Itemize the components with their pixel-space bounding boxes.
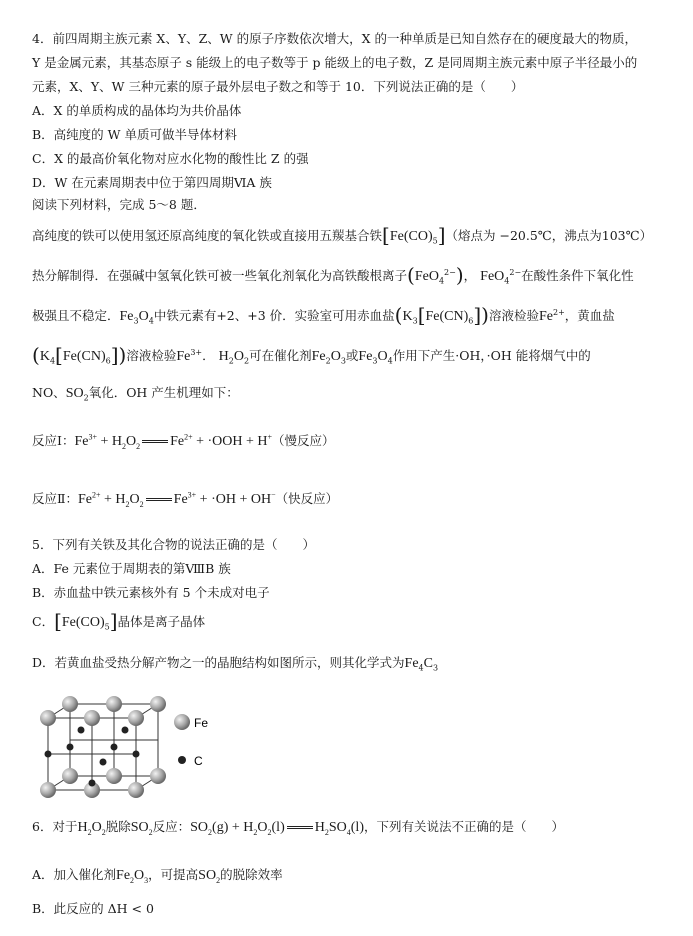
legend-fe-swatch xyxy=(174,714,190,730)
c-atom xyxy=(89,780,96,787)
q4-stem-line-1: 4．前四周期主族元素 X、Y、Z、W 的原子序数依次增大，X 的一种单质是已知自然存在的硬度最大的物质， xyxy=(32,31,637,46)
material-line-2: 热分解制得．在强碱中氢氧化铁可被一些氧化剂氧化为高铁酸根离子(FeO$_4^{2-}$)， FeO$_4^{2-}$在酸性条件下氧化性 xyxy=(32,263,634,287)
reaction-2: 反应Ⅱ：$Fe^{2+} + H_2O_2$ $Fe^{3+} + \cdot OH + OH^-$（快反应） xyxy=(32,490,339,509)
reaction-arrow xyxy=(287,826,313,829)
c-atom xyxy=(111,744,118,751)
fe-atom xyxy=(62,696,78,712)
fe-atom xyxy=(106,768,122,784)
q6-option-b[interactable]: B．此反应的 ΔH < 0 xyxy=(32,901,154,916)
reading-instruction: 阅读下列材料，完成 5～8 题． xyxy=(32,197,206,212)
legend-c-label: C xyxy=(194,754,203,768)
q4-option-a[interactable]: A．X 的单质构成的晶体均为共价晶体 xyxy=(32,103,242,118)
q5-option-c[interactable]: C．$[Fe(CO)_5]$晶体是离子晶体 xyxy=(32,609,206,633)
reaction-arrow xyxy=(146,498,172,501)
fe-atom xyxy=(106,696,122,712)
reaction-arrow xyxy=(142,440,168,443)
q4-option-d[interactable]: D．W 在元素周期表中位于第四周期ⅥA 族 xyxy=(32,175,272,190)
c-atom xyxy=(122,727,129,734)
q4-stem-line-3: 元素，X、Y、W 三种元素的原子最外层电子数之和等于 10．下列说法正确的是（ ） xyxy=(32,79,524,94)
fe-atom xyxy=(150,696,166,712)
crystal-cell-figure xyxy=(36,700,209,800)
fe-atom xyxy=(84,710,100,726)
legend-fe-label: Fe xyxy=(194,716,209,730)
q5-option-d[interactable]: D．若黄血盐受热分解产物之一的晶胞结构如图所示，则其化学式为$Fe_4C_3$ xyxy=(32,655,439,673)
q4-option-c[interactable]: C．X 的最高价氧化物对应水化物的酸性比 Z 的强 xyxy=(32,151,309,166)
fe-atom xyxy=(150,768,166,784)
q5-option-a[interactable]: A．Fe 元素位于周期表的第ⅧB 族 xyxy=(32,561,231,576)
material-line-1: 高纯度的铁可以使用氢还原高纯度的氧化铁或直接用五羰基合铁$[Fe(CO)_5]$（熔点为 −20.5℃，沸点为103℃） xyxy=(32,223,653,247)
material-line-5: NO、$SO_2$氧化．OH 产生机理如下： xyxy=(32,385,239,403)
q6-stem: 6．对于$H_2O_2$脱除$SO_2$反应：$SO_2(g) + H_2O_2(l)$ $H_2SO_4(l)$，下列有关说法不正确的是（ ） xyxy=(32,819,564,837)
c-atom xyxy=(100,759,107,766)
q5-stem: 5．下列有关铁及其化合物的说法正确的是（ ） xyxy=(32,537,315,552)
c-atom xyxy=(133,751,140,758)
material-line-3: 极强且不稳定．$Fe_3O_4$中铁元素有+2、+3 价．实验室可用赤血盐$(K_3[Fe(CN)_6])$溶液检验$Fe^{2+}$，黄血盐 xyxy=(32,303,615,327)
fe-atom xyxy=(62,768,78,784)
c-atom xyxy=(45,751,52,758)
fe-atom xyxy=(128,782,144,798)
q4-stem-line-2: Y 是金属元素，其基态原子 s 能级上的电子数等于 p 能级上的电子数，Z 是同周期主族元素中原子半径最小的 xyxy=(32,55,638,70)
legend-c-swatch xyxy=(178,756,186,764)
c-atom xyxy=(78,727,85,734)
fe-atom xyxy=(40,782,56,798)
fe-atom xyxy=(40,710,56,726)
q6-option-a[interactable]: A．加入催化剂$Fe_2O_3$，可提高$SO_2$的脱除效率 xyxy=(32,867,283,885)
reaction-1: 反应Ⅰ：$Fe^{3+} + H_2O_2$ $Fe^{2+} + \cdot OOH + H^+$（慢反应） xyxy=(32,432,335,451)
material-line-4: $(K_4[Fe(CN)_6])$溶液检验$Fe^{3+}$． $H_2O_2$可在催化剂$Fe_2O_3$或$Fe_3O_4$作用下产生·OH，·OH 能将烟气中的 xyxy=(32,343,591,367)
q5-option-b[interactable]: B．赤血盐中铁元素核外有 5 个未成对电子 xyxy=(32,585,270,600)
q4-option-b[interactable]: B．高纯度的 W 单质可做半导体材料 xyxy=(32,127,237,142)
c-atom xyxy=(67,744,74,751)
fe-atom xyxy=(128,710,144,726)
